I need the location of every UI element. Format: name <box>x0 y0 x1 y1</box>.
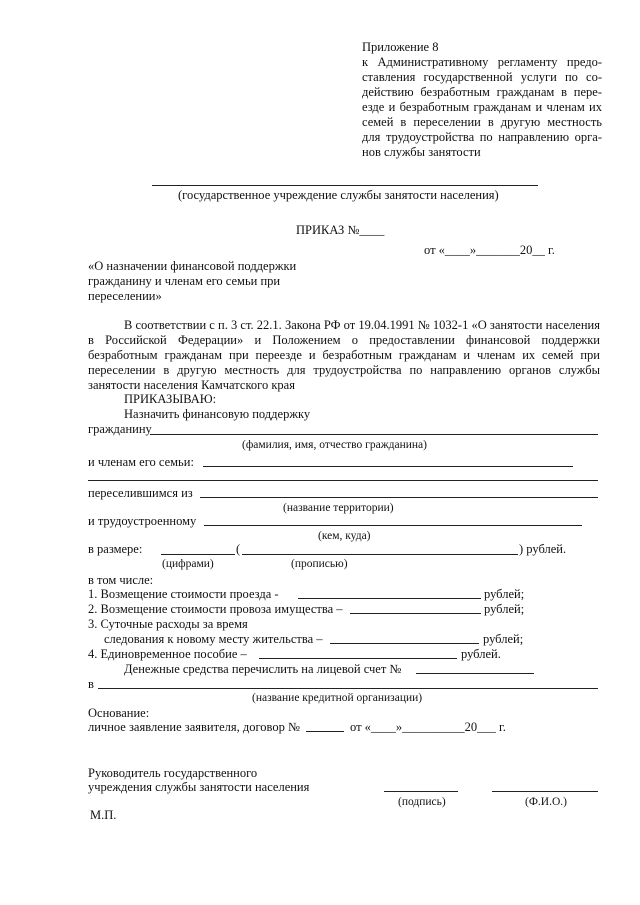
signature-field[interactable] <box>384 791 458 792</box>
item-property-cost: 2. Возмещение стоимости провоза имущества – <box>88 602 343 616</box>
family-field-extra[interactable] <box>88 480 598 481</box>
preamble-text: В соответствии с п. 3 ст. 22.1. Закона РФ от 19.04.1991 № 1032-1 «О занятости населения в Российской Федерации» и Положением о предоставлении финансовой поддержки безработным гражданам при переезде и безработным гражданам и членам их семей при переселении в другую местность для трудоустройства по направлению органов службы занятости населения Камчатского края <box>88 318 600 392</box>
item-daily-expenses: 3. Суточные расходы за время <box>88 617 248 631</box>
amount-close: ) рублей. <box>519 542 567 556</box>
appendix-line: семей в переселении в другую местность <box>362 115 602 129</box>
order-date: от «____»_______20__ г. <box>424 243 555 257</box>
relocated-territory-field[interactable] <box>200 497 598 498</box>
item-travel-cost-field[interactable] <box>298 598 481 599</box>
institution-line <box>152 185 538 186</box>
seal-mark: М.П. <box>90 808 117 822</box>
relocated-label: переселившимся из <box>88 486 193 500</box>
bank-name-field[interactable] <box>98 688 598 689</box>
amount-digits-field[interactable] <box>161 554 235 555</box>
order-directive: ПРИКАЗЫВАЮ: <box>124 392 217 406</box>
appendix-block <box>362 40 602 160</box>
order-subject-line: гражданину и членам его семьи при <box>88 274 281 288</box>
appendix-line: к Административному регламенту предо- <box>362 55 602 69</box>
head-title-line: учреждения службы занятости населения <box>88 780 310 794</box>
institution-caption: (государственное учреждение службы занятости населения) <box>178 188 499 202</box>
employed-label: и трудоустроенному <box>88 514 197 528</box>
amount-label: в размере: <box>88 542 143 556</box>
item-lump-sum-field[interactable] <box>259 658 457 659</box>
item-property-rubles: рублей; <box>484 602 525 616</box>
signature-caption: (подпись) <box>398 796 446 808</box>
citizen-label: гражданину <box>88 422 152 436</box>
citizen-name-field[interactable] <box>150 434 598 435</box>
family-field[interactable] <box>203 466 573 467</box>
item-lump-sum: 4. Единовременное пособие – <box>88 647 247 661</box>
bank-prefix: в <box>88 677 94 691</box>
account-number-field[interactable] <box>416 673 534 674</box>
appendix-title: Приложение 8 <box>362 40 439 54</box>
fio-field[interactable] <box>492 791 598 792</box>
item-daily-rubles: рублей; <box>483 632 524 646</box>
item-property-cost-field[interactable] <box>350 613 481 614</box>
digits-caption: (цифрами) <box>162 558 214 570</box>
item-travel-rubles: рублей; <box>484 587 525 601</box>
appendix-line: нов службы занятости <box>362 145 481 159</box>
contract-number-field[interactable] <box>306 731 344 732</box>
basis-date: от «____»__________20___ г. <box>350 720 506 734</box>
transfer-label: Денежные средства перечислить на лицевой счет № <box>124 662 402 676</box>
employed-field[interactable] <box>204 525 582 526</box>
order-title: ПРИКАЗ №____ <box>296 223 385 237</box>
head-title-line: Руководитель государственного <box>88 766 258 780</box>
including-label: в том числе: <box>88 573 154 587</box>
preamble-paragraph <box>88 318 600 393</box>
item-daily-expenses-field[interactable] <box>330 643 479 644</box>
family-label: и членам его семьи: <box>88 455 194 469</box>
item-travel-cost: 1. Возмещение стоимости проезда - <box>88 587 279 601</box>
appendix-line: действию безработным гражданам в пере- <box>362 85 602 99</box>
citizen-caption: (фамилия, имя, отчество гражданина) <box>242 439 427 451</box>
amount-open-paren: ( <box>236 542 241 556</box>
bank-caption: (название кредитной организации) <box>252 692 423 704</box>
order-subject-line: «О назначении финансовой поддержки <box>88 259 297 273</box>
appendix-line: езде и безработным гражданам и членам их <box>362 100 602 114</box>
where-caption: (кем, куда) <box>318 530 371 542</box>
appendix-line: ставления государственной услуги по со- <box>362 70 602 84</box>
assign-text: Назначить финансовую поддержку <box>124 407 311 421</box>
amount-words-field[interactable] <box>242 554 518 555</box>
item-lump-sum-rubles: рублей. <box>461 647 501 661</box>
words-caption: (прописью) <box>291 558 348 570</box>
basis-label: Основание: <box>88 706 150 720</box>
item-daily-expenses-cont: следования к новому месту жительства – <box>104 632 323 646</box>
appendix-line: для трудоустройства по направлению орга- <box>362 130 602 144</box>
basis-text: личное заявление заявителя, договор № <box>88 720 300 734</box>
territory-caption: (название территории) <box>283 502 394 514</box>
fio-caption: (Ф.И.О.) <box>525 796 567 808</box>
order-subject-line: переселении» <box>88 289 162 303</box>
